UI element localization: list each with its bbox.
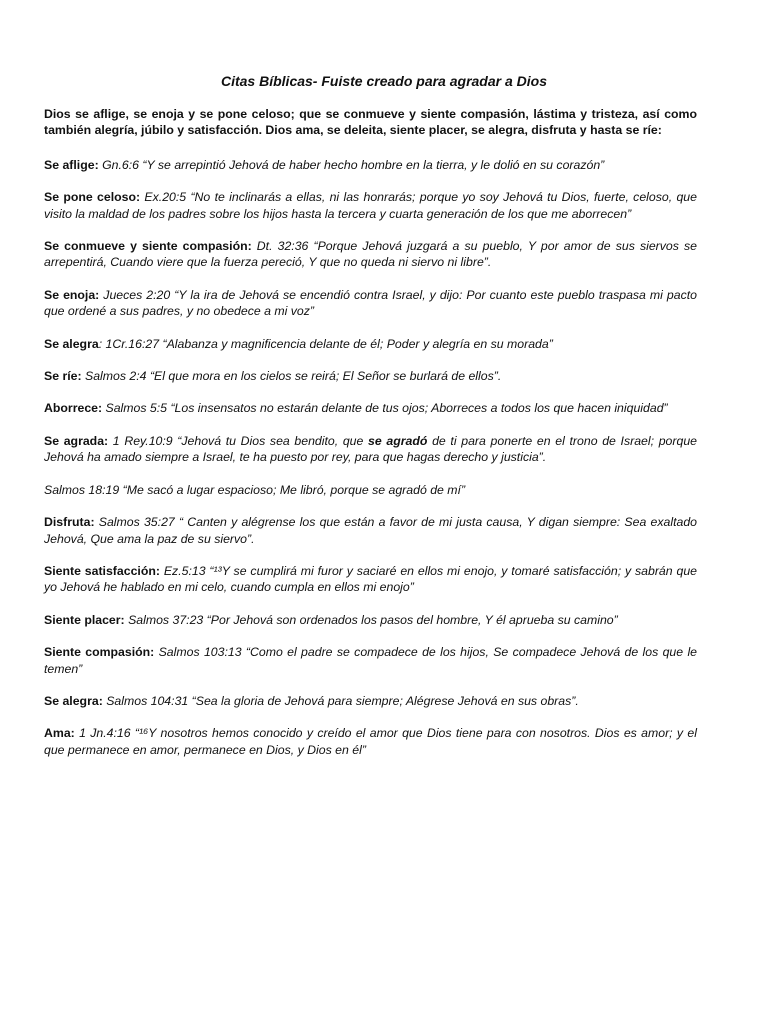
- entry-label: Disfruta:: [44, 515, 95, 530]
- entry-ama: [44, 725, 697, 758]
- entry-label: Se aflige:: [44, 157, 99, 172]
- entry-label: Se agrada:: [44, 433, 109, 448]
- entry-label: Siente satisfacción:: [44, 563, 160, 578]
- entry-se-pone-celoso: [44, 189, 697, 222]
- entry-quote: Salmos 18:19 “Me sacó a lugar espacioso; Me libró, porque se agradó de mí”: [44, 482, 466, 497]
- entry-label: Ama:: [44, 726, 75, 741]
- entry-quote: Ez.5:13 “¹³Y se cumplirá mi furor y saciaré en ellos mi enojo, y tomaré satisfacción; y sabrán que yo Jehová he hablado en mi celo, cuando cumpla en ellos mi enojo”: [44, 563, 698, 595]
- entry-quote: Dt. 32:36 “Porque Jehová juzgará a su pueblo, Y por amor de sus siervos se arrepentirá, Cuando viere que la fuerza pereció, Y que no queda ni siervo ni libre”.: [44, 239, 697, 270]
- entry-label: Se ríe:: [44, 369, 82, 384]
- entry-siente-satisfaccion: [44, 563, 697, 596]
- entry-label: Siente compasión:: [44, 645, 155, 660]
- entry-label: Siente placer:: [44, 612, 125, 627]
- entry-se-alegra-cronicas: [44, 336, 697, 352]
- entry-quote: 1 Jn.4:16 “¹⁶Y nosotros hemos conocido y creído el amor que Dios tiene para con nosotros. Dios es amor; y el que permanece en amor, permanece en Dios, y Dios en él”: [44, 726, 697, 757]
- entry-se-enoja: [44, 287, 697, 320]
- entry-salmos-18-19: [44, 482, 697, 498]
- entry-label: Se alegra:: [44, 693, 103, 708]
- entry-quote: Salmos 37:23 “Por Jehová son ordenados los pasos del hombre, Y él aprueba su camino”: [124, 612, 618, 627]
- entry-se-alegra-salmos: [44, 693, 697, 709]
- page-title: Citas Bíblicas- Fuiste creado para agradar a Dios: [220, 73, 547, 89]
- entry-label: Se alegra: [44, 336, 99, 351]
- entry-quote: Gn.6:6 “Y se arrepintió Jehová de haber hecho hombre en la tierra, y le dolió en su corazón”: [98, 157, 605, 172]
- entry-quote: Salmos 104:31 “Sea la gloria de Jehová para siempre; Alégrese Jehová en sus obras”.: [102, 693, 579, 708]
- entry-label: Aborrece:: [44, 401, 103, 416]
- entry-siente-compasion: [44, 644, 697, 677]
- entry-quote: Salmos 5:5 “Los insensatos no estarán delante de tus ojos; Aborreces a todos los que hacen iniquidad”: [102, 401, 668, 416]
- entry-se-rie: [44, 368, 697, 384]
- intro-paragraph: Dios se aflige, se enoja y se pone celoso; que se conmueve y siente compasión, lástima y tristeza, así como también alegría, júbilo y satisfacción. Dios ama, se deleita, siente placer, se alegra, disfruta y hasta se ríe:: [44, 107, 697, 138]
- entry-label: Se pone celoso:: [44, 190, 141, 205]
- entry-aborrece: [44, 400, 697, 416]
- entry-quote-continued: de ti para ponerte en el trono de Israel; porque Jehová ha amado siempre a Israel, te ha puesto por rey, para que hagas derecho y justicia”.: [44, 433, 697, 465]
- entry-disfruta: [44, 514, 697, 547]
- entry-se-agrada: [44, 433, 697, 466]
- entry-quote: Salmos 2:4 “El que mora en los cielos se reirá; El Señor se burlará de ellos”.: [81, 369, 502, 384]
- document-body: [44, 106, 697, 774]
- entry-emphasis: se agradó: [368, 433, 428, 448]
- entry-quote: Jueces 2:20 “Y la ira de Jehová se encendió contra Israel, y dijo: Por cuanto este pueblo traspasa mi pacto que ordené a sus padres, y no obedece a mi voz”: [44, 287, 697, 319]
- entry-label: Se enoja:: [44, 287, 100, 302]
- entry-quote: Ex.20:5 “No te inclinarás a ellas, ni las honrarás; porque yo soy Jehová tu Dios, fuerte, celoso, que visito la maldad de los padres sobre los hijos hasta la tercera y cuarta generación de los que me aborrecen”: [44, 190, 697, 221]
- entry-quote: Salmos 103:13 “Como el padre se compadece de los hijos, Se compadece Jehová de los que le temen”: [44, 645, 698, 676]
- entry-quote: Salmos 35:27 “ Canten y alégrense los que están a favor de mi justa causa, Y digan siempre: Sea exaltado Jehová, Que ama la paz de su siervo”.: [44, 515, 697, 546]
- entry-se-conmueve: [44, 238, 697, 271]
- entry-quote: : 1Cr.16:27 “Alabanza y magnificencia delante de él; Poder y alegría en su morada”: [98, 336, 553, 351]
- entry-quote: 1 Rey.10:9 “Jehová tu Dios sea bendito, que: [108, 433, 369, 448]
- entry-label: Se conmueve y siente compasión:: [44, 239, 252, 254]
- entry-siente-placer: [44, 612, 697, 628]
- entry-se-aflige: [44, 157, 697, 173]
